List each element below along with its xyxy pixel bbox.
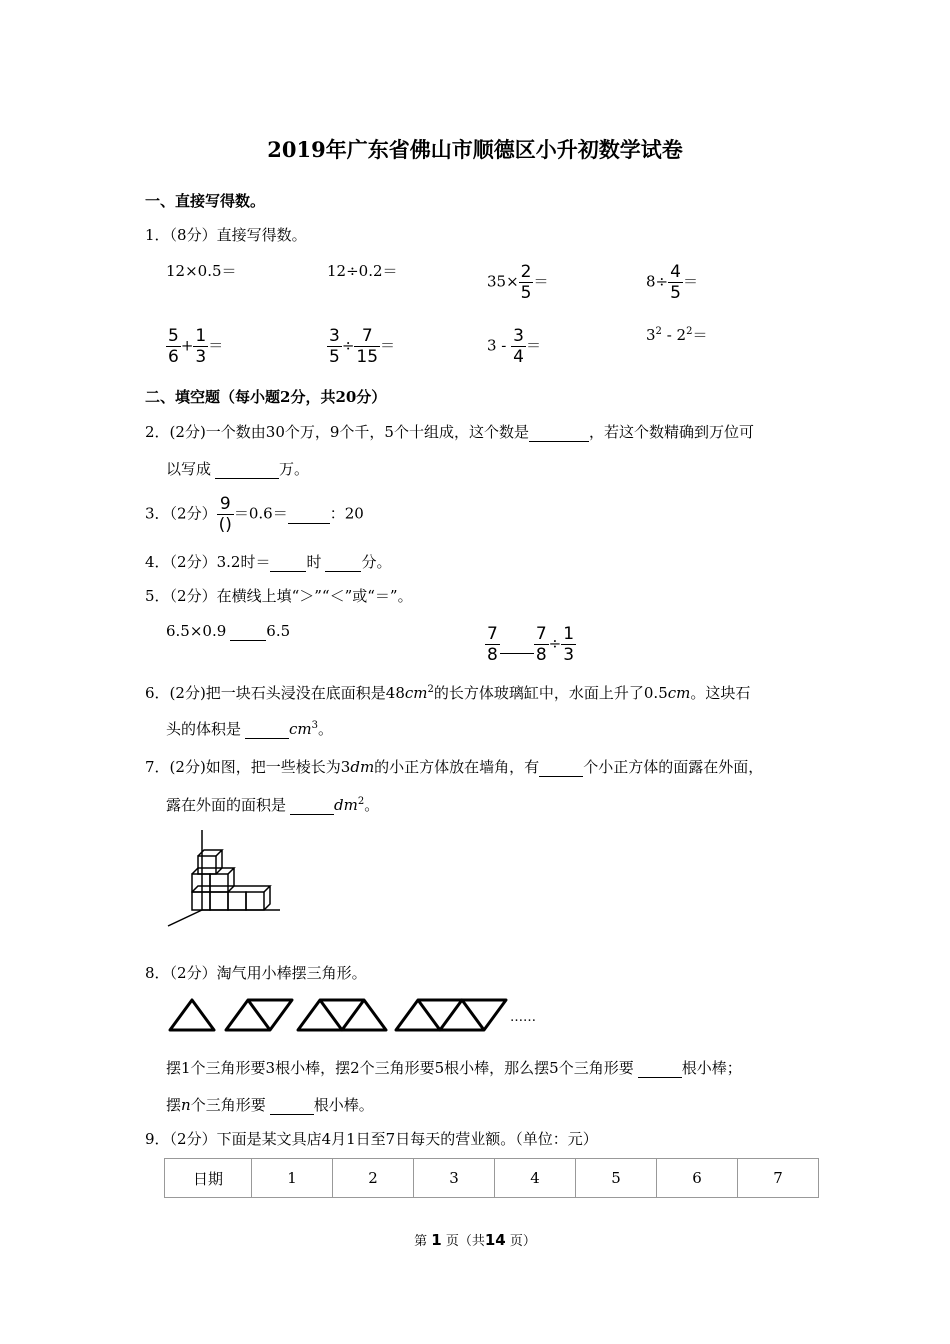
table-header-cell: 日期	[165, 1159, 252, 1198]
triangle-sticks-figure	[164, 994, 514, 1036]
table-header-cell: 3	[414, 1159, 495, 1198]
q4: 4．（2分）3.2时＝ 时 分。	[145, 553, 392, 571]
table-header-cell: 5	[576, 1159, 657, 1198]
q1-item-d: 8÷ $\frac{4}{5}$ ＝	[646, 262, 698, 303]
page-title: 2019年广东省佛山市顺德区小升初数学试卷	[267, 137, 683, 162]
q1-stem: 1．（8分）直接写得数。	[145, 226, 307, 244]
q2-line-2: 以写成 万。	[166, 460, 310, 478]
q6-line-1: 6．(2分)把一块石头浸没在底面积是$48cm^2$的长方体玻璃缸中，水面上升了0.5cm。这块石	[145, 684, 751, 702]
q1-item-g: 3 - $\frac{3}{4}$ ＝	[487, 326, 541, 367]
q1-item-f: $\frac{3}{5}$ ÷ $\frac{7}{15}$ ＝	[329, 326, 396, 367]
q8-line-2: 摆n个三角形要 根小棒。	[166, 1096, 374, 1114]
page-footer: 第 1 页（共14 页）	[414, 1231, 536, 1249]
q2-line-1: 2．(2分)一个数由30个万，9个千，5个十组成，这个数是 ，若这个数精确到万位可	[145, 423, 754, 441]
q1-item-b: 12÷0.2＝	[327, 262, 398, 280]
section-1-heading: 一、直接写得数。	[145, 192, 266, 210]
q9-stem: 9．（2分）下面是某文具店4月1日至7日每天的营业额。（单位：元）	[145, 1130, 598, 1148]
q8-ellipsis: ……	[510, 1010, 536, 1025]
q6-line-2: 头的体积是 $cm^3$。	[166, 720, 334, 738]
q8-stem: 8．（2分）淘气用小棒摆三角形。	[145, 964, 367, 982]
q1-item-e: $\frac{5}{6}$ + $\frac{1}{3}$ ＝	[168, 326, 224, 367]
q5-stem: 5．（2分）在横线上填“＞”“＜”或“＝”。	[145, 587, 413, 605]
q5-item-a: 6.5×0.9 6.5	[166, 622, 291, 640]
table-header-cell: 1	[252, 1159, 333, 1198]
table-header-cell: 6	[657, 1159, 738, 1198]
table-header-cell: 2	[333, 1159, 414, 1198]
sales-table	[164, 1158, 819, 1198]
table-header-cell: 7	[738, 1159, 819, 1198]
corner-cubes-figure	[160, 826, 290, 931]
q3: 3．（2分） $\frac{9}{()}$ ＝0.6＝ ：20	[145, 494, 364, 535]
q1-item-c: 35× $\frac{2}{5}$ ＝	[487, 262, 549, 303]
q1-item-a: 12×0.5＝	[166, 262, 237, 280]
q1-item-h: $3^2 - 2^2=$	[646, 326, 708, 344]
q8-line-1: 摆1个三角形要3根小棒，摆2个三角形要5根小棒，那么摆5个三角形要 根小棒；	[166, 1059, 742, 1077]
q7-line-1: 7．(2分)如图，把一些棱长为3dm的小正方体放在墙角，有 个小正方体的面露在外面，	[145, 758, 764, 776]
q5-item-b: $\frac{7}{8}$ $\frac{7}{8}$ ÷ $\frac{1}{3}$	[487, 624, 575, 665]
table-header-row	[165, 1159, 819, 1198]
table-header-cell: 4	[495, 1159, 576, 1198]
q7-line-2: 露在外面的面积是 $dm^2$。	[166, 796, 380, 814]
section-2-heading: 二、填空题（每小题2分，共20分）	[145, 388, 387, 406]
